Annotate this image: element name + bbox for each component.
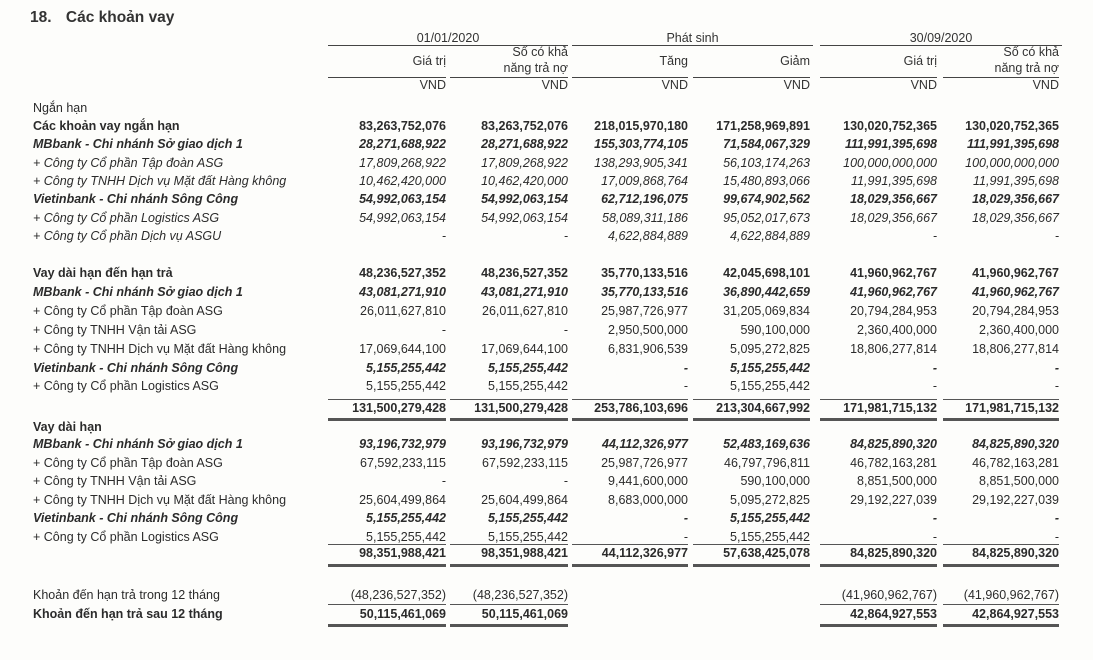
value-cell: 11,991,395,698 bbox=[973, 173, 1059, 188]
total-double-line bbox=[328, 564, 446, 567]
value-cell: 50,115,461,069 bbox=[481, 607, 568, 621]
value-cell: 18,806,277,814 bbox=[850, 341, 937, 356]
value-cell: (48,236,527,352) bbox=[350, 588, 446, 602]
section-title-text: Các khoản vay bbox=[65, 9, 175, 26]
value-cell: - bbox=[441, 474, 446, 489]
value-cell: 9,441,600,000 bbox=[608, 474, 688, 489]
long-term-heading: Vay dài hạn bbox=[33, 420, 102, 434]
value-cell: - bbox=[683, 511, 688, 526]
value-cell: 100,000,000,000 bbox=[843, 155, 937, 170]
row-label: + Công ty TNHH Vận tải ASG bbox=[33, 322, 197, 337]
total-cell: 213,304,667,992 bbox=[716, 401, 810, 415]
table-row bbox=[0, 361, 1093, 379]
total-double-line bbox=[820, 624, 937, 627]
subtotal-line bbox=[693, 544, 810, 545]
subtotal-line bbox=[693, 399, 810, 400]
value-cell: 5,155,255,442 bbox=[730, 511, 810, 526]
value-cell: 5,155,255,442 bbox=[730, 379, 810, 394]
value-cell: 5,155,255,442 bbox=[366, 530, 446, 544]
value-cell: 5,155,255,442 bbox=[488, 379, 568, 394]
unit-label: VND bbox=[910, 78, 937, 92]
subtotal-line bbox=[450, 604, 568, 605]
value-cell: 6,831,906,539 bbox=[608, 341, 688, 356]
value-cell: 18,029,356,667 bbox=[972, 210, 1059, 225]
value-cell: 2,360,400,000 bbox=[979, 322, 1059, 337]
table-row bbox=[0, 437, 1093, 455]
value-cell: - bbox=[932, 379, 937, 394]
row-label: Các khoản vay ngắn hạn bbox=[33, 119, 180, 133]
value-cell: - bbox=[932, 530, 937, 544]
value-cell: 17,809,268,922 bbox=[481, 155, 568, 170]
subtotal-line bbox=[943, 544, 1059, 545]
value-cell: 5,155,255,442 bbox=[366, 511, 446, 526]
value-cell: 25,604,499,864 bbox=[359, 492, 446, 507]
value-cell: - bbox=[1054, 228, 1059, 243]
total-cell: 253,786,103,696 bbox=[594, 401, 688, 415]
value-cell: 5,095,272,825 bbox=[730, 341, 810, 356]
subtotal-line bbox=[450, 399, 568, 400]
value-cell: 28,271,688,922 bbox=[481, 137, 568, 152]
value-cell: 590,100,000 bbox=[740, 322, 810, 337]
row-label: Vietinbank - Chi nhánh Sông Công bbox=[33, 192, 239, 207]
value-cell: 54,992,063,154 bbox=[359, 192, 446, 207]
table-row bbox=[0, 156, 1093, 174]
value-cell: - bbox=[563, 474, 568, 489]
table-row bbox=[0, 304, 1093, 322]
due-after-12-months-row bbox=[0, 607, 1093, 625]
value-cell: 590,100,000 bbox=[740, 474, 810, 489]
value-cell: 20,794,284,953 bbox=[850, 303, 937, 318]
value-cell: 48,236,527,352 bbox=[481, 266, 568, 280]
value-cell: - bbox=[1054, 511, 1059, 526]
row-label: MBbank - Chi nhánh Sở giao dịch 1 bbox=[33, 437, 243, 451]
table-row bbox=[0, 229, 1093, 247]
table-row bbox=[0, 456, 1093, 474]
value-cell: - bbox=[683, 379, 688, 394]
value-cell: 42,864,927,553 bbox=[972, 607, 1059, 621]
row-label: + Công ty Cổ phần Logistics ASG bbox=[33, 530, 219, 544]
row-label: + Công ty TNHH Dịch vụ Mặt đất Hàng không bbox=[33, 173, 287, 188]
value-cell: - bbox=[932, 360, 937, 375]
long-term-total-row bbox=[0, 546, 1093, 564]
value-cell: (41,960,962,767) bbox=[841, 588, 937, 602]
value-cell: 25,604,499,864 bbox=[481, 492, 568, 507]
total-double-line bbox=[693, 564, 810, 567]
value-cell: 5,155,255,442 bbox=[488, 511, 568, 526]
value-cell: 100,000,000,000 bbox=[965, 155, 1059, 170]
value-cell: 83,263,752,076 bbox=[481, 119, 568, 133]
value-cell: 84,825,890,320 bbox=[850, 437, 937, 451]
unit-label: VND bbox=[1032, 78, 1059, 92]
value-cell: 138,293,905,341 bbox=[594, 155, 688, 170]
unit-label: VND bbox=[661, 78, 688, 92]
value-cell: - bbox=[683, 360, 688, 375]
total-cell: 57,638,425,078 bbox=[723, 546, 810, 560]
value-cell: 20,794,284,953 bbox=[972, 303, 1059, 318]
value-cell: 218,015,970,180 bbox=[594, 119, 688, 133]
value-cell: 5,155,255,442 bbox=[730, 360, 810, 375]
short-term-heading: Ngắn hạn bbox=[33, 101, 88, 115]
col-header-value-close: Giá trị bbox=[903, 54, 937, 68]
col-header-value-open: Giá trị bbox=[412, 54, 446, 68]
table-row bbox=[0, 285, 1093, 303]
value-cell: 10,462,420,000 bbox=[359, 173, 446, 188]
value-cell: 42,864,927,553 bbox=[850, 607, 937, 621]
table-row bbox=[0, 211, 1093, 229]
value-cell: (48,236,527,352) bbox=[472, 588, 568, 602]
value-cell: 4,622,884,889 bbox=[608, 228, 688, 243]
value-cell: 62,712,196,075 bbox=[601, 192, 688, 207]
header-group-movement: Phát sinh bbox=[666, 31, 719, 45]
value-cell: 93,196,732,979 bbox=[481, 437, 568, 451]
subtotal-line bbox=[820, 544, 937, 545]
value-cell: 5,155,255,442 bbox=[366, 379, 446, 394]
header-group-underline bbox=[572, 45, 813, 46]
header-group-closing: 30/09/2020 bbox=[909, 31, 973, 45]
total-double-line bbox=[572, 564, 688, 567]
row-label: + Công ty Cổ phần Logistics ASG bbox=[33, 210, 220, 225]
value-cell: 18,029,356,667 bbox=[850, 210, 937, 225]
value-cell: - bbox=[932, 228, 937, 243]
table-row bbox=[0, 266, 1093, 284]
row-label: + Công ty TNHH Vận tải ASG bbox=[33, 474, 197, 489]
value-cell: 10,462,420,000 bbox=[481, 173, 568, 188]
table-row bbox=[0, 511, 1093, 529]
value-cell: 8,851,500,000 bbox=[857, 474, 937, 489]
value-cell: 25,987,726,977 bbox=[601, 455, 688, 470]
value-cell: 5,155,255,442 bbox=[488, 360, 568, 375]
total-cell: 131,500,279,428 bbox=[352, 401, 446, 415]
total-cell: 44,112,326,977 bbox=[601, 546, 688, 560]
total-double-line bbox=[820, 564, 937, 567]
current-long-term-total-row bbox=[0, 401, 1093, 419]
value-cell: - bbox=[563, 228, 568, 243]
value-cell: 31,205,069,834 bbox=[723, 303, 810, 318]
value-cell: - bbox=[1054, 530, 1059, 544]
subtotal-line bbox=[943, 399, 1059, 400]
value-cell: 41,960,962,767 bbox=[972, 266, 1059, 280]
row-label: Khoản đến hạn trả trong 12 tháng bbox=[33, 588, 220, 602]
value-cell: 28,271,688,922 bbox=[359, 137, 446, 152]
value-cell: 15,480,893,066 bbox=[723, 173, 810, 188]
value-cell: 46,797,796,811 bbox=[724, 455, 810, 470]
value-cell: 130,020,752,365 bbox=[843, 119, 937, 133]
value-cell: 54,992,063,154 bbox=[481, 210, 568, 225]
total-double-line bbox=[450, 564, 568, 567]
value-cell: - bbox=[441, 228, 446, 243]
value-cell: 84,825,890,320 bbox=[972, 437, 1059, 451]
value-cell: (41,960,962,767) bbox=[963, 588, 1059, 602]
value-cell: 26,011,627,810 bbox=[360, 303, 446, 318]
section-title bbox=[30, 9, 174, 27]
table-row bbox=[0, 474, 1093, 492]
row-label: Vietinbank - Chi nhánh Sông Công bbox=[33, 360, 239, 375]
total-cell: 84,825,890,320 bbox=[850, 546, 937, 560]
value-cell: 42,045,698,101 bbox=[723, 266, 810, 280]
value-cell: 46,782,163,281 bbox=[972, 455, 1059, 470]
row-label: MBbank - Chi nhánh Sở giao dịch 1 bbox=[33, 137, 243, 152]
value-cell: 35,770,133,516 bbox=[601, 266, 688, 280]
value-cell: 5,155,255,442 bbox=[730, 530, 810, 544]
row-label: + Công ty Cổ phần Tập đoàn ASG bbox=[33, 303, 223, 318]
value-cell: 171,258,969,891 bbox=[716, 119, 810, 133]
value-cell: 18,029,356,667 bbox=[972, 192, 1059, 207]
subtotal-line bbox=[820, 604, 937, 605]
col-header-repayable-open-l1: Số có khả bbox=[512, 45, 568, 59]
value-cell: 44,112,326,977 bbox=[602, 437, 688, 451]
subtotal-line bbox=[943, 604, 1059, 605]
row-label: Vay dài hạn đến hạn trả bbox=[33, 266, 173, 280]
section-number: 18. bbox=[30, 9, 52, 26]
subtotal-line bbox=[450, 544, 568, 545]
value-cell: 26,011,627,810 bbox=[482, 303, 568, 318]
value-cell: 36,890,442,659 bbox=[723, 284, 810, 299]
subtotal-line bbox=[328, 399, 446, 400]
value-cell: 56,103,174,263 bbox=[723, 155, 810, 170]
value-cell: 2,360,400,000 bbox=[857, 322, 937, 337]
value-cell: 41,960,962,767 bbox=[850, 266, 937, 280]
value-cell: - bbox=[1054, 379, 1059, 394]
value-cell: 67,592,233,115 bbox=[482, 455, 568, 470]
value-cell: 8,683,000,000 bbox=[608, 492, 688, 507]
value-cell: 54,992,063,154 bbox=[481, 192, 568, 207]
row-label: + Công ty TNHH Dịch vụ Mặt đất Hàng không bbox=[33, 341, 287, 356]
row-label: + Công ty Cổ phần Tập đoàn ASG bbox=[33, 455, 223, 470]
value-cell: 83,263,752,076 bbox=[359, 119, 446, 133]
total-double-line bbox=[943, 624, 1059, 627]
row-label: + Công ty Cổ phần Dịch vụ ASGU bbox=[33, 228, 222, 243]
value-cell: 50,115,461,069 bbox=[359, 607, 446, 621]
value-cell: 18,029,356,667 bbox=[850, 192, 937, 207]
value-cell: 11,991,395,698 bbox=[851, 173, 937, 188]
subtotal-line bbox=[820, 399, 937, 400]
value-cell: 54,992,063,154 bbox=[359, 210, 446, 225]
value-cell: - bbox=[932, 511, 937, 526]
long-term-heading-row bbox=[0, 420, 1093, 438]
table-row bbox=[0, 493, 1093, 511]
value-cell: - bbox=[1054, 360, 1059, 375]
value-cell: 130,020,752,365 bbox=[965, 119, 1059, 133]
value-cell: 41,960,962,767 bbox=[850, 284, 937, 299]
value-cell: 5,095,272,825 bbox=[730, 492, 810, 507]
value-cell: 46,782,163,281 bbox=[850, 455, 937, 470]
col-header-repayable-close-l2: năng trả nợ bbox=[994, 61, 1059, 75]
unit-label: VND bbox=[783, 78, 810, 92]
row-label: + Công ty Cổ phần Logistics ASG bbox=[33, 379, 219, 394]
header-group-opening: 01/01/2020 bbox=[416, 31, 480, 45]
value-cell: 43,081,271,910 bbox=[359, 284, 446, 299]
value-cell: 4,622,884,889 bbox=[730, 228, 810, 243]
value-cell: 29,192,227,039 bbox=[972, 492, 1059, 507]
value-cell: 29,192,227,039 bbox=[850, 492, 937, 507]
unit-label: VND bbox=[419, 78, 446, 92]
value-cell: 52,483,169,636 bbox=[723, 437, 810, 451]
row-label: Khoản đến hạn trả sau 12 tháng bbox=[33, 607, 223, 621]
value-cell: 17,069,644,100 bbox=[481, 341, 568, 356]
table-row bbox=[0, 342, 1093, 360]
total-double-line bbox=[943, 564, 1059, 567]
value-cell: 155,303,774,105 bbox=[594, 137, 688, 152]
value-cell: 41,960,962,767 bbox=[972, 284, 1059, 299]
total-double-line bbox=[328, 624, 446, 627]
col-header-increase: Tăng bbox=[659, 54, 688, 68]
total-cell: 84,825,890,320 bbox=[972, 546, 1059, 560]
value-cell: 17,009,868,764 bbox=[601, 173, 688, 188]
value-cell: 111,991,395,698 bbox=[845, 137, 937, 152]
value-cell: 71,584,067,329 bbox=[723, 137, 810, 152]
col-header-repayable-close-l1: Số có khả bbox=[1003, 45, 1059, 59]
value-cell: 58,089,311,186 bbox=[602, 210, 688, 225]
value-cell: 93,196,732,979 bbox=[359, 437, 446, 451]
subtotal-line bbox=[328, 544, 446, 545]
subtotal-line bbox=[328, 604, 446, 605]
short-term-heading-row bbox=[0, 101, 1093, 119]
unit-label: VND bbox=[541, 78, 568, 92]
value-cell: - bbox=[563, 322, 568, 337]
col-header-decrease: Giảm bbox=[780, 54, 810, 68]
table-row bbox=[0, 192, 1093, 210]
total-double-line bbox=[450, 624, 568, 627]
total-cell: 98,351,988,421 bbox=[359, 546, 446, 560]
value-cell: 2,950,500,000 bbox=[608, 322, 688, 337]
table-row bbox=[0, 379, 1093, 397]
row-label: + Công ty TNHH Dịch vụ Mặt đất Hàng không bbox=[33, 492, 287, 507]
value-cell: 5,155,255,442 bbox=[366, 360, 446, 375]
table-row bbox=[0, 137, 1093, 155]
value-cell: 18,806,277,814 bbox=[972, 341, 1059, 356]
value-cell: 111,991,395,698 bbox=[967, 137, 1059, 152]
row-label: + Công ty Cổ phần Tập đoàn ASG bbox=[33, 155, 224, 170]
value-cell: 48,236,527,352 bbox=[359, 266, 446, 280]
value-cell: 17,069,644,100 bbox=[359, 341, 446, 356]
subtotal-line bbox=[572, 399, 688, 400]
table-row bbox=[0, 174, 1093, 192]
value-cell: - bbox=[441, 322, 446, 337]
value-cell: 95,052,017,673 bbox=[723, 210, 810, 225]
value-cell: 17,809,268,922 bbox=[359, 155, 446, 170]
table-row bbox=[0, 323, 1093, 341]
total-cell: 171,981,715,132 bbox=[965, 401, 1059, 415]
table-row bbox=[0, 119, 1093, 137]
value-cell: 5,155,255,442 bbox=[488, 530, 568, 544]
value-cell: 25,987,726,977 bbox=[601, 303, 688, 318]
total-cell: 171,981,715,132 bbox=[843, 401, 937, 415]
row-label: MBbank - Chi nhánh Sở giao dịch 1 bbox=[33, 284, 243, 299]
col-header-repayable-open-l2: năng trả nợ bbox=[503, 61, 568, 75]
total-cell: 131,500,279,428 bbox=[474, 401, 568, 415]
value-cell: 67,592,233,115 bbox=[360, 455, 446, 470]
value-cell: - bbox=[683, 530, 688, 544]
value-cell: 8,851,500,000 bbox=[979, 474, 1059, 489]
value-cell: 43,081,271,910 bbox=[481, 284, 568, 299]
subtotal-line bbox=[572, 544, 688, 545]
row-label: Vietinbank - Chi nhánh Sông Công bbox=[33, 511, 239, 526]
total-cell: 98,351,988,421 bbox=[481, 546, 568, 560]
value-cell: 35,770,133,516 bbox=[601, 284, 688, 299]
value-cell: 99,674,902,562 bbox=[723, 192, 810, 207]
